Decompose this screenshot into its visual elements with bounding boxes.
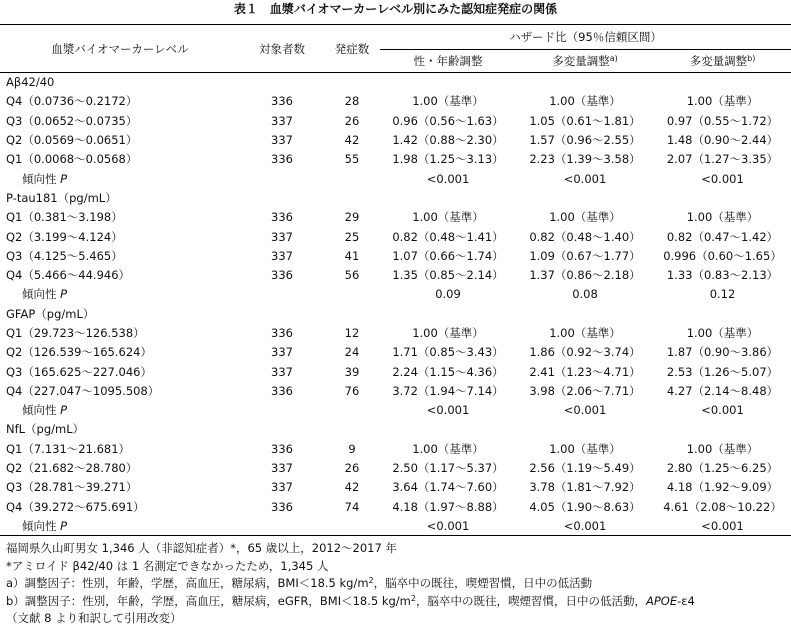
hr-multi-b: 1.87（0.90～3.86） xyxy=(666,345,779,360)
hr-age-sex: 4.18（1.97～8.88） xyxy=(392,499,504,514)
quartile-range: Q2（21.682～28.780） xyxy=(6,461,138,476)
hr-age-sex: 1.00（基準） xyxy=(412,441,484,456)
hr-multi-b: 1.00（基準） xyxy=(686,210,759,225)
section-label: Aβ42/40 xyxy=(6,75,55,90)
trend-row xyxy=(0,516,791,535)
quartile-range: Q2（0.0569～0.0651） xyxy=(6,133,138,148)
trend-label-text: 傾向性 xyxy=(22,287,57,302)
case-count: 41 xyxy=(344,248,360,263)
table-row xyxy=(0,208,791,227)
case-count: 29 xyxy=(344,210,360,225)
subject-count: 336 xyxy=(271,94,293,109)
table-title: 表１ 血漿バイオマーカーレベル別にみた認知症発症の関係 xyxy=(233,2,558,16)
hr-age-sex: 1.00（基準） xyxy=(412,94,484,109)
table-row xyxy=(0,265,791,284)
header-n: 対象者数 xyxy=(259,41,305,56)
trend-empty xyxy=(240,401,324,420)
hr-multi-b: 2.53（1.26～5.07） xyxy=(666,364,779,379)
hr-multi-b: 1.00（基準） xyxy=(686,326,759,340)
header-hr-group: ハザード比（95％信頼区間） xyxy=(380,25,791,50)
hr-multi-b: 4.27（2.14～8.48） xyxy=(666,383,779,398)
trend-label xyxy=(0,285,240,304)
p-trend-age-sex: <0.001 xyxy=(426,403,470,418)
trend-label-text: 傾向性 xyxy=(22,171,57,186)
quartile-range: Q3（0.0652～0.0735） xyxy=(6,113,138,128)
subject-count: 336 xyxy=(271,210,293,225)
case-count: 42 xyxy=(344,480,360,495)
trend-empty xyxy=(240,285,324,304)
trend-p-letter: P xyxy=(60,171,68,186)
case-count: 55 xyxy=(344,152,360,167)
p-trend-multi-a: <0.001 xyxy=(563,403,607,418)
p-trend-multi-a: <0.001 xyxy=(563,518,607,533)
subject-count: 337 xyxy=(271,364,293,379)
section-row xyxy=(0,73,791,92)
footnote-4-text: b）調整因子：性別，年齢，学歴，高血圧，糖尿病，eGFR，BMI＜18.5 kg/m xyxy=(6,593,411,608)
section-row xyxy=(0,304,791,323)
table-row xyxy=(0,111,791,130)
trend-label xyxy=(0,401,240,420)
header-age-sex: 性・年齢調整 xyxy=(413,54,483,68)
trend-empty xyxy=(240,516,324,535)
header-multi-b-sup: b) xyxy=(747,54,756,63)
footnote-3 xyxy=(6,575,786,593)
case-count: 24 xyxy=(344,345,360,360)
hr-multi-b: 2.80（1.25～6.25） xyxy=(666,461,779,476)
hr-multi-a: 1.09（0.67～1.77） xyxy=(529,248,641,263)
hr-multi-b: 1.33（0.83～2.13） xyxy=(666,268,779,283)
hr-multi-a: 4.05（1.90～8.63） xyxy=(529,499,641,514)
hr-age-sex: 1.00（基準） xyxy=(412,210,484,225)
hr-multi-a: 1.00（基準） xyxy=(549,94,621,109)
hr-age-sex: 1.71（0.85～3.43） xyxy=(392,345,504,360)
hr-multi-a: 3.98（2.06～7.71） xyxy=(529,383,641,398)
hr-multi-a: 1.37（0.86～2.18） xyxy=(529,268,641,283)
table-row xyxy=(0,381,791,400)
trend-empty xyxy=(324,401,380,420)
quartile-range: Q2（126.539～165.624） xyxy=(6,345,152,360)
table-row xyxy=(0,130,791,149)
trend-empty xyxy=(324,516,380,535)
subject-count: 337 xyxy=(271,229,293,244)
quartile-range: Q1（29.723～126.538） xyxy=(6,326,145,340)
quartile-range: Q1（7.131～21.681） xyxy=(6,441,131,456)
trend-p-letter: P xyxy=(60,287,68,302)
p-trend-multi-b: <0.001 xyxy=(701,403,744,418)
hr-multi-b: 0.97（0.55～1.72） xyxy=(666,113,779,128)
header-row-1 xyxy=(0,25,791,50)
hr-age-sex: 1.07（0.66～1.74） xyxy=(392,248,504,263)
p-trend-age-sex: 0.09 xyxy=(435,287,461,302)
subject-count: 336 xyxy=(271,499,293,514)
section-label: P-tau181（pg/mL） xyxy=(6,190,117,205)
case-count: 26 xyxy=(344,461,360,476)
trend-empty xyxy=(240,169,324,188)
hr-age-sex: 2.24（1.15～4.36） xyxy=(392,364,504,379)
hr-multi-b: 1.48（0.90～2.44） xyxy=(666,133,779,148)
footnote-4 xyxy=(6,593,786,611)
header-multi-a-sup: a) xyxy=(609,54,618,63)
hr-age-sex: 0.96（0.56～1.63） xyxy=(392,113,504,128)
quartile-range: Q4（227.047～1095.508） xyxy=(6,383,160,398)
trend-p-letter: P xyxy=(60,518,68,533)
case-count: 74 xyxy=(344,499,360,514)
hr-multi-a: 1.00（基準） xyxy=(549,210,621,225)
table-row xyxy=(0,439,791,458)
section-label: GFAP（pg/mL） xyxy=(6,306,95,321)
hr-multi-b: 4.18（1.92～9.09） xyxy=(666,480,779,495)
p-trend-multi-a: <0.001 xyxy=(563,171,607,186)
hr-multi-a: 2.41（1.23～4.71） xyxy=(529,364,641,379)
subject-count: 337 xyxy=(271,461,293,476)
section-row xyxy=(0,420,791,439)
table-row xyxy=(0,497,791,516)
subject-count: 337 xyxy=(271,133,293,148)
subject-count: 336 xyxy=(271,441,293,456)
footnote-3-text: a）調整因子：性別，年齢，学歴，高血圧，糖尿病，BMI＜18.5 kg/m xyxy=(6,576,369,591)
section-label: NfL（pg/mL） xyxy=(6,422,85,437)
section-row xyxy=(0,188,791,207)
header-multi-b xyxy=(654,50,791,73)
quartile-range: Q1（0.0068～0.0568） xyxy=(6,152,138,167)
trend-row xyxy=(0,169,791,188)
footnote-1: 福岡県久山町男女 1,346 人（非認知症者）*，65 歳以上，2012～2017 年 xyxy=(6,541,397,555)
case-count: 42 xyxy=(344,133,360,148)
footnotes xyxy=(6,540,786,628)
p-trend-multi-b: <0.001 xyxy=(701,171,744,186)
footnote-4-sup: 2 xyxy=(410,593,416,603)
case-count: 76 xyxy=(344,383,360,398)
header-multi-a-label: 多変量調整 xyxy=(552,54,610,68)
hr-multi-a: 1.57（0.96～2.55） xyxy=(529,133,641,148)
hr-multi-b: 4.61（2.08～10.22） xyxy=(663,499,782,514)
case-count: 56 xyxy=(344,268,360,283)
quartile-range: Q4（0.0736～0.2172） xyxy=(6,94,138,109)
p-trend-age-sex: <0.001 xyxy=(426,518,470,533)
trend-label xyxy=(0,516,240,535)
subject-count: 337 xyxy=(271,113,293,128)
quartile-range: Q4（5.466～44.946） xyxy=(6,268,131,283)
trend-empty xyxy=(324,285,380,304)
trend-label xyxy=(0,169,240,188)
hr-multi-b: 0.82（0.47～1.42） xyxy=(666,229,779,244)
hr-multi-a: 3.78（1.81～7.92） xyxy=(529,480,641,495)
hr-multi-a: 2.23（1.39～3.58） xyxy=(529,152,641,167)
hr-age-sex: 1.42（0.88～2.30） xyxy=(392,133,504,148)
table-row xyxy=(0,362,791,381)
hr-age-sex: 3.64（1.74～7.60） xyxy=(392,480,504,495)
case-count: 25 xyxy=(344,229,360,244)
hr-multi-b: 1.00（基準） xyxy=(686,441,759,456)
quartile-range: Q1（0.381～3.198） xyxy=(6,210,123,225)
case-count: 28 xyxy=(344,94,360,109)
hr-age-sex: 3.72（1.94～7.14） xyxy=(392,383,504,398)
hr-age-sex: 1.98（1.25～3.13） xyxy=(392,152,504,167)
footnote-4-gene: APOE xyxy=(645,593,678,608)
header-marker: 血漿バイオマーカーレベル xyxy=(51,41,189,56)
footnote-2: *アミロイド β42/40 は 1 名測定できなかったため，1,345 人 xyxy=(6,558,329,573)
table-row xyxy=(0,150,791,169)
subject-count: 336 xyxy=(271,326,293,340)
case-count: 12 xyxy=(344,326,360,340)
quartile-range: Q3（28.781～39.271） xyxy=(6,480,138,495)
hr-age-sex: 1.35（0.85～2.14） xyxy=(392,268,504,283)
subject-count: 337 xyxy=(271,480,293,495)
footnote-4-rest: -ε4 xyxy=(677,593,695,608)
hr-age-sex: 1.00（基準） xyxy=(412,326,484,340)
header-multi-a xyxy=(516,50,654,73)
hazard-ratio-table xyxy=(0,24,791,536)
table-row xyxy=(0,343,791,362)
quartile-range: Q4（39.272～675.691） xyxy=(6,499,145,514)
footnote-5: （文献 8 より和訳して引用改変） xyxy=(6,611,182,626)
footnote-3-sup: 2 xyxy=(368,576,374,586)
case-count: 9 xyxy=(348,441,356,456)
header-multi-b-label: 多変量調整 xyxy=(689,54,748,68)
table-row xyxy=(0,92,791,111)
subject-count: 336 xyxy=(271,152,293,167)
subject-count: 337 xyxy=(271,345,293,360)
hr-multi-a: 1.86（0.92～3.74） xyxy=(529,345,641,360)
footnote-4-mid: ，脳卒中の既往，喫煙習慣，日中の低活動， xyxy=(415,593,646,608)
trend-label-text: 傾向性 xyxy=(22,518,57,533)
quartile-range: Q2（3.199～4.124） xyxy=(6,229,123,244)
p-trend-multi-b: 0.12 xyxy=(709,287,736,302)
subject-count: 337 xyxy=(271,248,293,263)
case-count: 39 xyxy=(344,364,360,379)
p-trend-multi-a: 0.08 xyxy=(572,287,598,302)
trend-label-text: 傾向性 xyxy=(22,403,57,418)
p-trend-age-sex: <0.001 xyxy=(426,171,470,186)
p-trend-multi-b: <0.001 xyxy=(701,518,744,533)
table-body xyxy=(0,73,791,536)
hr-multi-a: 1.00（基準） xyxy=(549,441,621,456)
table-row xyxy=(0,227,791,246)
quartile-range: Q3（4.125～5.465） xyxy=(6,248,123,263)
trend-row xyxy=(0,285,791,304)
footnote-3-rest: ，脳卒中の既往，喫煙習慣，日中の低活動 xyxy=(373,576,593,591)
subject-count: 336 xyxy=(271,268,293,283)
hr-multi-b: 1.00（基準） xyxy=(686,94,759,109)
table-row xyxy=(0,323,791,342)
table-row xyxy=(0,478,791,497)
hr-multi-b: 2.07（1.27～3.35） xyxy=(666,152,779,167)
hr-multi-a: 0.82（0.48～1.40） xyxy=(529,229,641,244)
hr-multi-a: 1.00（基準） xyxy=(549,326,621,340)
hr-multi-b: 0.996（0.60～1.65） xyxy=(663,248,782,263)
hr-age-sex: 2.50（1.17～5.37） xyxy=(392,461,504,476)
subject-count: 336 xyxy=(271,383,293,398)
header-cases: 発症数 xyxy=(334,41,370,56)
trend-row xyxy=(0,401,791,420)
trend-empty xyxy=(324,169,380,188)
quartile-range: Q3（165.625～227.046） xyxy=(6,364,152,379)
case-count: 26 xyxy=(344,113,360,128)
table-row xyxy=(0,458,791,477)
hr-age-sex: 0.82（0.48～1.41） xyxy=(392,229,504,244)
hr-multi-a: 1.05（0.61～1.81） xyxy=(529,113,641,128)
trend-p-letter: P xyxy=(60,403,68,418)
table-row xyxy=(0,246,791,265)
hr-multi-a: 2.56（1.19～5.49） xyxy=(529,461,641,476)
